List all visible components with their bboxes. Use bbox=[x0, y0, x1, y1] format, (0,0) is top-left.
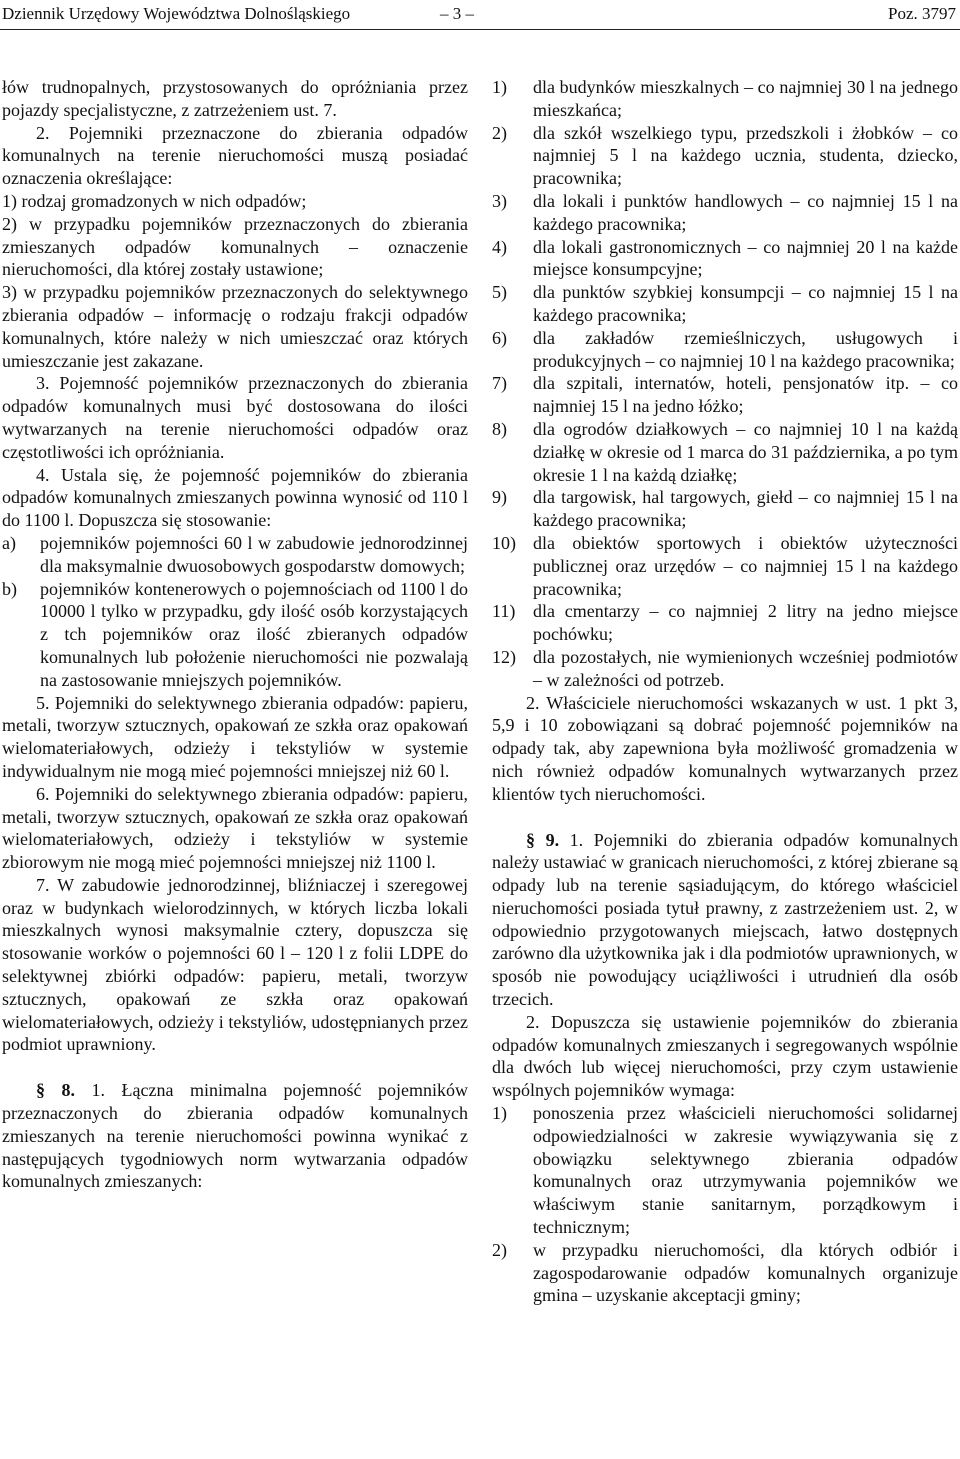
list-text: dla budynków mieszkalnych – co najmniej 30 l na jednego mieszkańca; bbox=[533, 77, 958, 120]
list-item bbox=[492, 327, 958, 373]
list-marker: 6) bbox=[492, 327, 507, 348]
section-8-paragraph bbox=[2, 1079, 468, 1193]
paragraph-4: 4. Ustala się, że pojemność pojemników do zbierania odpadów komunalnych zmieszanych powinna wynosić od 110 l do 1100 l. Dopuszcza się stosowanie: bbox=[2, 464, 468, 531]
list-text: dla ogrodów działkowych – co najmniej 10 l na każdą działkę w okresie od 1 marca do 31 października, a po tym okresie 1 l na każdą działkę; bbox=[533, 418, 958, 485]
spacer bbox=[2, 1056, 468, 1079]
list-item bbox=[492, 1102, 958, 1239]
position-number: Poz. 3797 bbox=[888, 4, 956, 23]
list-item bbox=[2, 532, 468, 578]
list-text: dla cmentarzy – co najmniej 2 litry na jedno miejsce pochówku; bbox=[533, 601, 958, 645]
list-marker: 2) bbox=[492, 1239, 507, 1260]
list-item bbox=[492, 76, 958, 122]
list-text: pojemników pojemności 60 l w zabudowie jednorodzinnej dla maksymalnie dwuosobowych gospodarstw domowych; bbox=[40, 532, 468, 576]
list-text: dla zakładów rzemieślniczych, usługowych i produkcyjnych – co najmniej 10 l na każdego pracownika; bbox=[533, 327, 958, 371]
list-item: 2) w przypadku pojemników przeznaczonych do zbierania zmieszanych odpadów komunalnych – oznaczenie nieruchomości, dla której zostały ustawione; bbox=[2, 213, 468, 280]
spacer bbox=[492, 806, 958, 829]
section-8-label: § 8. bbox=[36, 1080, 76, 1101]
list-marker: 1) bbox=[492, 1103, 507, 1124]
paragraph-3: 3. Pojemność pojemników przeznaczonych do zbierania odpadów komunalnych musi być dostosowana do ilości wytwarzanych na terenie nieruchomości odpadów oraz częstotliwości ich opróżniania. bbox=[2, 373, 468, 462]
list-text: dla szpitali, internatów, hoteli, pensjonatów itp. – co najmniej 15 l na jedno łóżko; bbox=[533, 373, 958, 417]
list-text: dla szkół wszelkiego typu, przedszkoli i żłobków – co najmniej 5 l na każdego ucznia, studenta, dziecko, pracownika; bbox=[533, 122, 958, 189]
list-text: dla pozostałych, nie wymienionych wcześniej podmiotów – w zależności od potrzeb. bbox=[533, 646, 958, 690]
section-9-paragraph bbox=[492, 829, 958, 1011]
list-marker: 9) bbox=[492, 487, 507, 508]
paragraph-7: 7. W zabudowie jednorodzinnej, bliźniaczej i szeregowej oraz w budynkach wielorodzinnych, w których liczba lokali mieszkalnych wynosi maksymalnie cztery, dopuszcza się stosowanie worków o pojemności 60 l – 120 l z folii LDPE do selektywnej zbiórki odpadów: papieru, metali, tworzyw sztucznych, opakowań ze szkła oraz opakowań wielomateriałowych, odzieży i tekstyliów, udostępnianych przez podmiot uprawniony. bbox=[2, 874, 468, 1055]
list-marker: b) bbox=[2, 578, 17, 599]
list-item bbox=[492, 372, 958, 418]
left-column bbox=[2, 76, 468, 1193]
paragraph-6: 6. Pojemniki do selektywnego zbierania odpadów: papieru, metali, tworzyw sztucznych, opakowań ze szkła oraz opakowań wielomateriałowych, odzieży i tekstyliów w systemie zbiorowym nie mogą mieć pojemności mniejszej niż 1100 l. bbox=[2, 783, 468, 873]
list-item bbox=[492, 646, 958, 692]
list-item bbox=[492, 190, 958, 236]
paragraph-2: 2. Pojemniki przeznaczone do zbierania odpadów komunalnych na terenie nieruchomości muszą posiadać oznaczenia określające: bbox=[2, 122, 468, 189]
section-8-text: 1. Łączna minimalna pojemność pojemników przeznaczonych do zbierania odpadów komunalnych zmieszanych na terenie nieruchomości powinna wynikać z następujących tygodniowych norm wytwarzania odpadów komunalnych zmieszanych: bbox=[2, 1080, 468, 1192]
list-item bbox=[492, 600, 958, 646]
section-9-label: § 9. bbox=[526, 829, 560, 850]
list-marker: 11) bbox=[492, 601, 516, 622]
continued-paragraph: łów trudnopalnych, przystosowanych do opróżniania przez pojazdy specjalistyczne, z zatrzeżeniem ust. 7. bbox=[2, 77, 468, 120]
list-text: pojemników kontenerowych o pojemnościach od 1100 l do 10000 l tylko w przypadku, gdy ilość osób korzystających z tch pojemników oraz ilość zbieranych odpadów komunalnych lub położenie nieruchomości nie pozwalają na zastosowanie mniejszych pojemników. bbox=[40, 578, 468, 690]
header-rule bbox=[0, 29, 960, 30]
list-marker: 10) bbox=[492, 532, 516, 553]
list-item bbox=[492, 1239, 958, 1307]
paragraph-9-2: 2. Dopuszcza się ustawienie pojemników do zbierania odpadów komunalnych zmieszanych i segregowanych wspólnie dla dwóch lub więcej nieruchomości, przy czym ustawienie wspólnych pojemników wymaga: bbox=[492, 1011, 958, 1101]
list-marker: 7) bbox=[492, 373, 507, 394]
list-text: ponoszenia przez właścicieli nieruchomości solidarnej odpowiedzialności w zakresie wywiązywania się z obowiązku selektywnego zbierania odpadów komunalnych oraz utrzymywania pojemników we właściwym stanie sanitarnym, porządkowym i technicznym; bbox=[533, 1103, 958, 1238]
list-item bbox=[492, 281, 958, 327]
list-marker: a) bbox=[2, 532, 16, 553]
journal-title: Dziennik Urzędowy Województwa Dolnośląskiego bbox=[2, 4, 351, 23]
list-text: dla obiektów sportowych i obiektów użyteczności publicznej oraz urzędów – co najmniej 15 l na każdego pracownika; bbox=[533, 532, 958, 599]
list-item bbox=[492, 236, 958, 282]
right-column bbox=[492, 76, 958, 1307]
page-header bbox=[0, 2, 960, 32]
list-text: dla lokali gastronomicznych – co najmniej 20 l na każde miejsce konsumpcyjne; bbox=[533, 236, 958, 280]
list-item bbox=[2, 578, 468, 692]
page-number: – 3 – bbox=[440, 4, 474, 23]
section-9-text: 1. Pojemniki do zbierania odpadów komunalnych należy ustawiać w granicach nieruchomości, z której zbierane są odpady lub na terenie sąsiadującym, do którego właściciel nieruchomości posiada tytuł prawny, z zastrzeżeniem ust. 2, w odpowiednio przygotowanych miejscach, łatwo dostępnych zarówno dla użytkownika jak i dla podmiotów uprawnionych, w sposób nie powodujący uciążliwości i utrudnień dla osób trzecich. bbox=[492, 829, 959, 1010]
list-item bbox=[492, 486, 958, 532]
list-marker: 3) bbox=[492, 190, 507, 211]
list-marker: 12) bbox=[492, 646, 516, 667]
list-item: 3) w przypadku pojemników przeznaczonych do selektywnego zbierania odpadów – informację o rodzaju frakcji odpadów komunalnych, które należy w nich umieszczać oraz których umieszczanie jest zakazane. bbox=[2, 282, 468, 371]
list-text: dla punktów szybkiej konsumpcji – co najmniej 15 l na każdego pracownika; bbox=[533, 282, 958, 325]
list-text: dla targowisk, hal targowych, giełd – co najmniej 15 l na każdego pracownika; bbox=[533, 487, 958, 531]
list-marker: 2) bbox=[492, 122, 507, 143]
list-item bbox=[492, 122, 958, 190]
list-item bbox=[492, 532, 958, 600]
paragraph-8-2: 2. Właściciele nieruchomości wskazanych w ust. 1 pkt 3, 5,9 i 10 zobowiązani są dobrać pojemność pojemników na odpady tak, aby zapewniona była możliwość gromadzenia w nich również odpadów komunalnych wytwarzanych przez klientów tych nieruchomości. bbox=[492, 692, 958, 804]
list-marker: 1) bbox=[492, 77, 507, 97]
list-text: w przypadku nieruchomości, dla których odbiór i zagospodarowanie odpadów komunalnych organizuje gmina – uzyskanie akceptacji gminy; bbox=[533, 1239, 958, 1306]
list-item: 1) rodzaj gromadzonych w nich odpadów; bbox=[2, 190, 307, 211]
list-item bbox=[492, 418, 958, 486]
list-marker: 8) bbox=[492, 418, 507, 439]
list-marker: 4) bbox=[492, 236, 507, 257]
paragraph-5: 5. Pojemniki do selektywnego zbierania odpadów: papieru, metali, tworzyw sztucznych, opakowań ze szkła oraz opakowań wielomateriałowych, odzieży i tekstyliów w systemie indywidualnym nie mogą mieć pojemności mniejszej niż 60 l. bbox=[2, 692, 468, 781]
list-text: dla lokali i punktów handlowych – co najmniej 15 l na każdego pracownika; bbox=[533, 190, 958, 234]
list-marker: 5) bbox=[492, 282, 507, 303]
